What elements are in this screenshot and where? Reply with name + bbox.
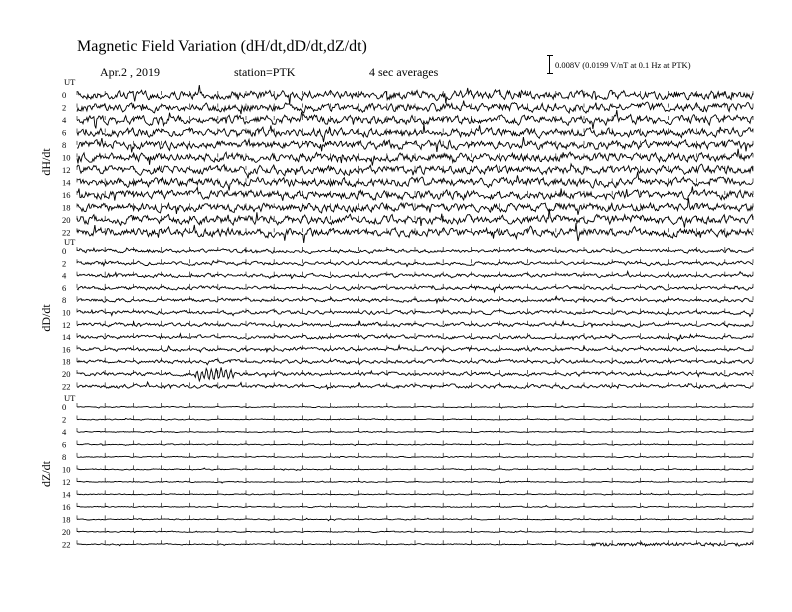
trace-line	[77, 149, 753, 166]
row-label: 4	[62, 426, 67, 437]
trace-line	[77, 431, 753, 433]
row-label: 16	[62, 189, 71, 200]
averaging-label: 4 sec averages	[369, 65, 439, 79]
time-axis-label: UT	[64, 237, 76, 247]
row-label: 18	[62, 202, 71, 213]
row-label: 4	[62, 270, 67, 281]
row-label: 0	[62, 90, 67, 100]
row-label: 0	[62, 402, 67, 412]
trace-line	[77, 223, 753, 243]
trace-line	[77, 531, 753, 533]
date-label: Apr.2 , 2019	[100, 65, 160, 79]
trace-line	[77, 101, 753, 115]
row-label: 14	[62, 332, 71, 343]
row-label: 14	[62, 489, 71, 500]
time-axis-label: UT	[64, 77, 76, 87]
row-label: 20	[62, 526, 71, 537]
row-label: 14	[62, 177, 71, 188]
row-label: 2	[62, 414, 67, 425]
row-label: 16	[62, 344, 71, 355]
panel-ylabel: dD/dt	[39, 304, 53, 332]
row-label: 12	[62, 164, 71, 175]
row-label: 6	[62, 282, 67, 293]
row-label: 20	[62, 369, 71, 380]
row-label: 2	[62, 258, 67, 269]
panel-ylabel: dH/dt	[39, 148, 53, 176]
row-label: 10	[62, 464, 71, 475]
station-label: station=PTK	[234, 65, 296, 79]
row-label: 16	[62, 501, 71, 512]
row-label: 12	[62, 476, 71, 487]
time-axis-label: UT	[64, 393, 76, 403]
row-label: 2	[62, 102, 67, 113]
row-label: 8	[62, 451, 67, 462]
row-label: 6	[62, 439, 67, 450]
trace-line	[77, 172, 753, 191]
row-label: 10	[62, 152, 71, 163]
row-label: 18	[62, 514, 71, 525]
row-label: 4	[62, 114, 67, 125]
trace-line	[77, 367, 753, 381]
row-label: 18	[62, 356, 71, 367]
chart-title: Magnetic Field Variation (dH/dt,dD/dt,dZ/dt)	[77, 38, 367, 55]
row-label: 6	[62, 127, 67, 138]
row-label: 10	[62, 307, 71, 318]
row-label: 8	[62, 139, 67, 150]
row-label: 8	[62, 295, 67, 306]
row-label: 0	[62, 246, 67, 256]
row-label: 20	[62, 214, 71, 225]
row-label: 12	[62, 319, 71, 330]
row-label: 22	[62, 227, 71, 238]
panel-ylabel: dZ/dt	[39, 461, 53, 487]
trace-line	[77, 85, 753, 104]
trace-line	[77, 124, 753, 142]
scale-label: 0.008V (0.0199 V/nT at 0.1 Hz at PTK)	[555, 60, 691, 70]
row-label: 22	[62, 381, 71, 392]
row-label: 22	[62, 539, 71, 550]
